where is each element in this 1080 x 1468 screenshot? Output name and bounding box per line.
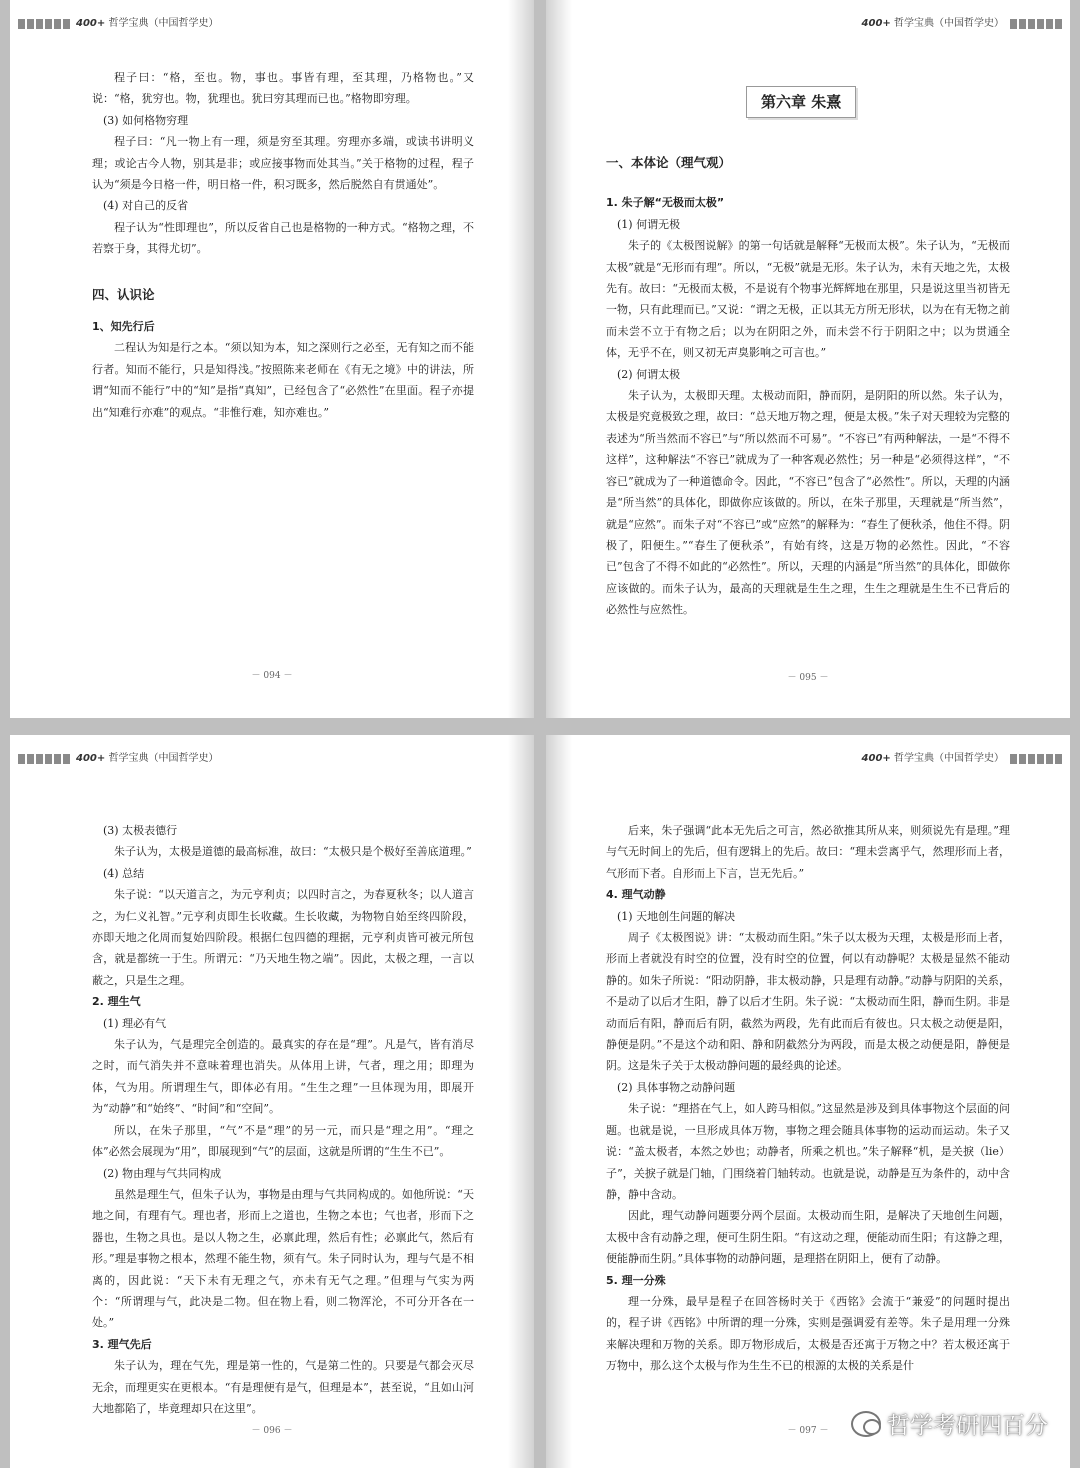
section-heading: 一、本体论（理气观） [606, 155, 732, 170]
page-number: － 097 － [787, 1426, 829, 1436]
paragraph: 朱子说：“以天道言之，为元亨利贞；以四时言之，为春夏秋冬；以人道言之，为仁义礼智。”元亨利贞即生长收藏。生长收藏，为物物自始至终四阶段，亦即天地之化周而复始四阶段。根据仁包四德的理据，元亨利贞皆可被元所包含，就是都统一于生。所谓元：“乃天地生物之端”。因此，太极之理，一言以蔽之，只是生之理。 [92, 888, 474, 987]
page-095 [546, 0, 1070, 718]
item-heading: (2) 具体事物之动静问题 [617, 1080, 736, 1094]
paragraph: 朱子认为，气是理完全创造的。最真实的存在是“理”。凡是气，皆有消尽之时，而气消失并不意味着理也消失。从体用上讲，气者，理之用；即理为体，气为用。所谓理生气，即体必有用。“生生之理”一旦体现为用，即展开为“动静”和“始终”、“时间”和“空间”。 [92, 1038, 474, 1116]
subsection-heading: 3. 理气先后 [92, 1337, 152, 1351]
page-097 [546, 735, 1070, 1468]
header-bars [18, 754, 70, 764]
page-number: － 094 － [251, 671, 293, 681]
paragraph: 虽然是理生气，但朱子认为，事物是由理与气共同构成的。如他所说：“天地之间，有理有气。理也者，形而上之道也，生物之本也；气也者，形而下之器也，生物之具也。是以人物之生，必禀此理，然后有性；必禀此气，然后有形。”理是事物之根本，然理不能生物，须有气。朱子同时认为，理与气是不相离的，因此说：“天下未有无理之气，亦未有无气之理。”但理与气实为两个：“所谓理与气，此决是二物。但在物上看，则二物浑沦，不可分开各在一处。” [92, 1187, 474, 1330]
paragraph: 周子《太极图说》讲：“太极动而生阳。”朱子以太极为天理，太极是形而上者，形而上者就没有时空的位置，没有时空的位置，何以有动静呢？太极是显然不能动静的。如朱子所说：“阳动阴静，非太极动静，只是理有动静。”动静与阴阳的关系，不是动了以后才生阳，静了以后才生阴。朱子说：“太极动而生阳，静而生阴。非是动而后有阳，静而后有阴，截然为两段，先有此而后有彼也。只太极之动便是阳，静便是阴。”不是这个动和阳、静和阴截然分为两段，而是太极之动便是阳，静便是阴。这是朱子关于太极动静问题的最经典的论述。 [606, 931, 1010, 1073]
item-heading: (3) 如何格物穷理 [103, 113, 189, 127]
paragraph: 理一分殊，最早是程子在回答杨时关于《西铭》会流于“兼爱”的问题时提出的，程子讲《西铭》中所谓的理一分殊，实则是强调爱有差等。朱子是用理一分殊来解决理和万物的关系。即万物形成后，太极是否还寓于万物之中？若太极还寓于万物中，那么这个太极与作为生生不已的根源的太极的关系是什 [606, 1294, 1010, 1373]
item-heading: (1) 何谓无极 [617, 217, 681, 231]
page-094 [10, 0, 534, 718]
page-number: － 095 － [787, 673, 829, 683]
body-text [606, 820, 1010, 1377]
paragraph: 程子曰：“凡一物上有一理，须是穷至其理。穷理亦多端，或读书讲明义理；或论古今人物，别其是非；或应接事物而处其当。”关于格物的过程，程子认为“须是今日格一件，明日格一件，积习既多，然后脱然自有贯通处”。 [92, 135, 474, 192]
subsection-heading: 2. 理生气 [92, 995, 141, 1009]
subsection-heading: 1、知先行后 [92, 320, 155, 334]
header-text: 400+ 哲学宝典（中国哲学史） [76, 753, 219, 764]
page-096 [10, 735, 534, 1468]
gutter-shadow [508, 735, 534, 1468]
header-bars [1010, 754, 1062, 764]
watermark-text: 哲学考研四百分 [887, 1413, 1048, 1439]
paragraph: 朱子的《太极图说解》的第一句话就是解释“无极而太极”。朱子认为，“无极而太极”就是“无形而有理”。所以，“无极”就是无形。朱子认为，未有天地之先，太极先有。故曰：“无极而太极，不是说有个物事光辉辉地在那里，只是说这里当初皆无一物，只有此理而已。”又说：“谓之无极，正以其无方所无形状，以为在有无物之前而未尝不立于有物之后；以为在阴阳之外，而未尝不行于阴阳之中；以为贯通全体，无乎不在，则又初无声臭影响之可言也。” [606, 239, 1010, 360]
paragraph: 后来，朱子强调“此本无先后之可言，然必欲推其所从来，则须说先有是理。”理与气无时间上的先后，但有逻辑上的先后。故曰：“理未尝离乎气，然理形而上者，气形而下者。自形而上下言，岂无先后。” [606, 824, 1010, 880]
body-text [606, 152, 1010, 621]
running-header [18, 17, 224, 31]
paragraph: 程子曰：“格，至也。物，事也。事皆有理，至其理，乃格物也。”又说：“格，犹穷也。物，犹理也。犹曰穷其理而已也。”格物即穷理。 [92, 71, 474, 106]
paragraph: 程子认为“性即理也”，所以反省自己也是格物的一种方式。“格物之理，不若察于身，其得尤切”。 [92, 220, 474, 256]
body-text [92, 67, 474, 423]
running-header [856, 752, 1062, 766]
gutter-shadow [508, 0, 534, 718]
section-heading: 四、认识论 [92, 286, 155, 302]
subsection-heading: 4. 理气动静 [606, 888, 666, 902]
item-heading: (1) 理必有气 [103, 1016, 167, 1030]
header-text: 400+ 哲学宝典（中国哲学史） [861, 18, 1004, 29]
paragraph: 因此，理气动静问题要分两个层面。太极动而生阳，是解决了天地创生问题，太极中含有动静之理，便可生阴生阳。“有这动之理，便能动而生阳；有这静之理，便能静而生阴。”具体事物的动静问题，是理搭在阴阳上，便有了动静。 [606, 1209, 1010, 1266]
paragraph: 朱子说：“理搭在气上，如人跨马相似。”这显然是涉及到具体事物这个层面的问题。也就是说，一旦形成具体万物，事物之理会随具体事物的运动而运动。朱子又说：“盖太极者，本然之妙也；动静者，所乘之机也。”朱子解释“机，是关捩（lie）子”，关捩子就是门轴，门围绕着门轴转动。也就是说，动静是互为条件的，动中含静，静中含动。 [606, 1102, 1010, 1201]
item-heading: (4) 对自己的反省 [103, 199, 189, 213]
wechat-icon [851, 1411, 881, 1437]
running-header [18, 752, 224, 766]
subsection-heading: 1. 朱子解“无极而太极” [606, 196, 725, 210]
header-bars [18, 19, 70, 29]
header-text: 400+ 哲学宝典（中国哲学史） [76, 18, 219, 29]
paragraph: 朱子认为，太极是道德的最高标准，故曰：“太极只是个极好至善底道理。” [114, 845, 472, 859]
header-bars [1010, 19, 1062, 29]
header-text: 400+ 哲学宝典（中国哲学史） [861, 753, 1004, 764]
body-text [92, 820, 474, 1419]
item-heading: (2) 何谓太极 [617, 367, 681, 381]
wechat-watermark [851, 1407, 1048, 1440]
paragraph: 朱子认为，理在气先，理是第一性的，气是第二性的。只要是气都会灭尽无余，而理更实在更根本。“有是理便有是气，但理是本”，甚至说，“且如山河大地都陷了，毕竟理却只在这里”。 [92, 1359, 474, 1415]
gutter-shadow [546, 0, 572, 718]
chapter-title: 第六章 朱熹 [746, 86, 856, 118]
running-header [856, 17, 1062, 31]
item-heading: (1) 天地创生问题的解决 [617, 909, 736, 923]
page-number: － 096 － [251, 1426, 293, 1436]
gutter-shadow [546, 735, 572, 1468]
item-heading: (3) 太极表德行 [103, 824, 178, 837]
paragraph: 二程认为知是行之本。“须以知为本，知之深则行之必至，无有知之而不能行者。知而不能行，只是知得浅。”按照陈来老师在《有无之境》中的讲法，所谓“知而不能行”中的“知”是指“真知”，已经包含了“必然性”在里面。程子亦提出“知难行亦难”的观点。“非惟行难，知亦难也。” [92, 341, 474, 419]
item-heading: (4) 总结 [103, 866, 145, 880]
paragraph: 所以，在朱子那里，“气”不是“理”的另一元，而只是“理之用”。“理之体”必然会展现为“用”，即展现到“气”的层面，这就是所谓的“生生不已”。 [92, 1123, 474, 1159]
paragraph: 朱子认为，太极即天理。太极动而阳，静而阴，是阴阳的所以然。朱子认为，太极是究竟极致之理，故曰：“总天地万物之理，便是太极。”朱子对天理较为完整的表述为“所当然而不容已”与“所以然而不可易”。“不容已”有两种解法，一是“不得不这样”，这种解法“不容已”就成为了一种客观必然性；另一种是“必须得这样”，“不容已”就成为了一种道德命令。因此，“不容已”包含了“必然性”。所以，天理的内涵是“所当然”的具体化，即做你应该做的。所以，在朱子那里，天理就是“所当然”，就是“应然”。而朱子对“不容已”或“应然”的解释为：“春生了便秋杀，他住不得。阴极了，阳便生。”“春生了便秋杀”，有始有终，这是万物的必然性。因此，“不容已”包含了不得不如此的“必然性”。所以，天理的内涵是“所当然”的具体化，即做你应该做的。而朱子认为，最高的天理就是生生之理，生生之理就是生生不已背后的必然性与应然性。 [606, 389, 1010, 617]
item-heading: (2) 物由理与气共同构成 [103, 1166, 222, 1180]
subsection-heading: 5. 理一分殊 [606, 1273, 666, 1287]
